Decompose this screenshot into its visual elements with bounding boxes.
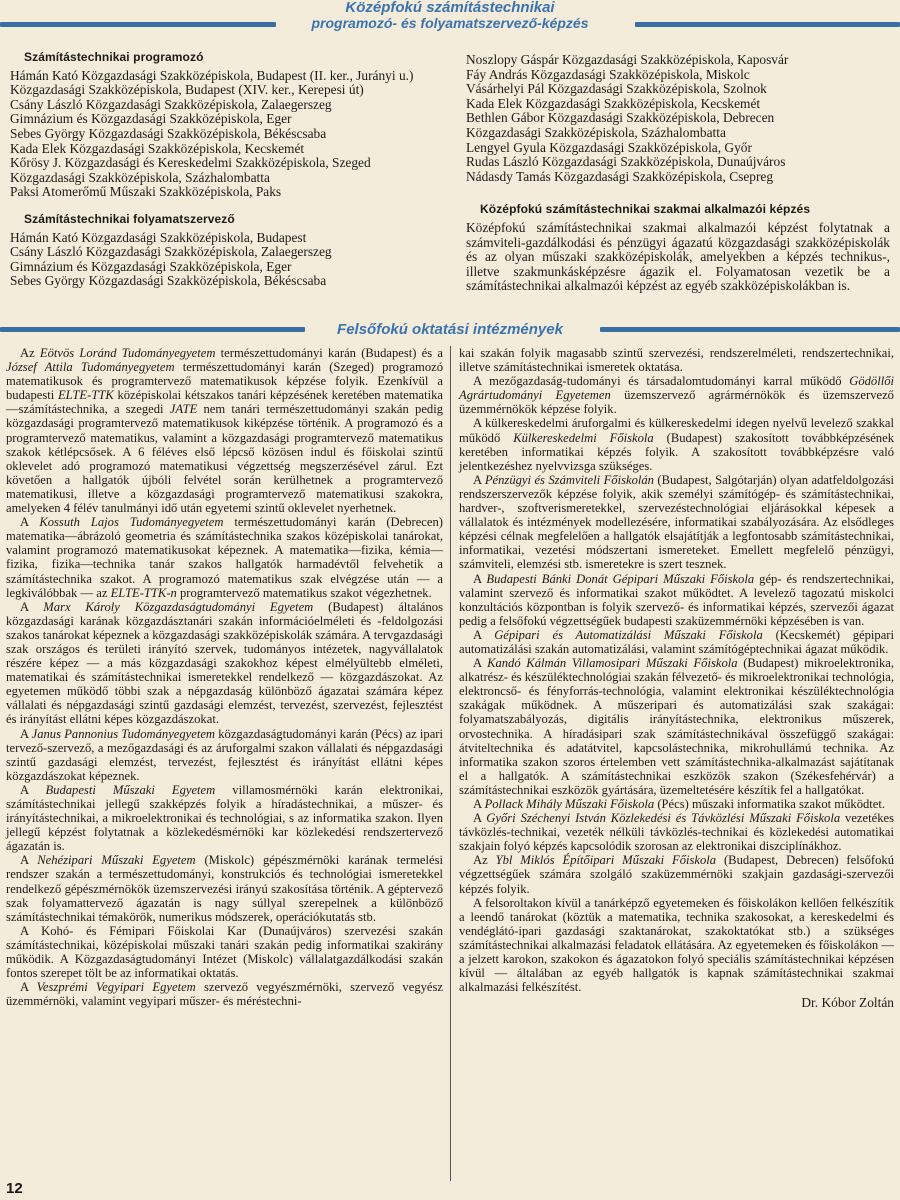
body-paragraph xyxy=(459,473,894,572)
programozo-heading: Számítástechnikai programozó xyxy=(24,50,204,64)
paragraph-text: természettudományi karán (Debrecen) matematika—ábrázoló geometria és számítástechnika szakos középiskolai tanárokat, valamint programozó matematikusokat képeznek. A matematika—fizika, kémia—fizika, fizika—technika tanár szakos hallgatók harmadévtől felvehetik a számítástechnika szakot. A programozó matematikus szak elvégzése után — a legkiválóbbak — az xyxy=(6,515,443,600)
paragraph-text: közgazdaságtudományi karán (Pécs) az ipari tervező-szervező, a mezőgazdasági és az áruforgalmi szakon vállalati és népgazdasági szintű gazdasági elemzést, tervezést, fejlesztést és irányítást ellátni képes közgazdászokat képeznek. xyxy=(6,726,443,783)
institution-name: Marx Károly Közgazdaságtudományi Egyetem xyxy=(43,599,314,614)
alkalmazoi-text: Középfokú számítástechnikai szakmai alkalmazói képzést folytatnak a számviteli-gazdálkodási és pénzügyi ágazatú közgazdasági szakközépiskolák és az olyan műszaki szakközépiskolák, amelyekben a képzés technikus-, illetve szakmunkásképzésre ágazik el. Folyamatosan vezetik be a számítástechnikai alkalmazói képzést az egyéb szakközépiskolákban is. xyxy=(466,219,890,294)
school-list-item: Bethlen Gábor Közgazdasági Szakközépiskola, Debrecen xyxy=(466,110,775,126)
paragraph-text: (Budapest, Salgótarján) olyan adatfeldolgozási rendszerszervezők képzése folyik, akik személyi számítógép- és számítástechnikai, hardver-, szoftverismeretekkel, szervezéstechnológiai eljárásokkal képesek a vállalatok és intézmények modellezésére, informatikai szabályozására. Az elsődleges képzési célnak megfelelően a hallgatók elsajátítják a legfontosabb számítástechnikai, informatikai, vezetési módszertani ismereteket. Emellett megfelelő pénzügyi, számviteli, elemzési stb. ismeretekre is szert tesznek. xyxy=(459,472,894,572)
body-paragraph xyxy=(459,797,894,811)
folyamatszervezo-heading: Számítástechnikai folyamatszervező xyxy=(24,211,235,226)
institution-name: JATE xyxy=(169,402,198,417)
paragraph-text: (Pécs) műszaki informatika szakot működtet. xyxy=(654,797,886,811)
school-list-item: Vásárhelyi Pál Közgazdasági Szakközépiskola, Szolnok xyxy=(466,81,767,97)
paragraph-text: (Miskolc) gépészmérnöki karának termelési rendszer szakán a természettudományi, konstrukciós és technológiai ismeretekkel rendelkező gépészmérnökök üzemszervezési irányú szakosítása történik. A géptervező szak folyamattervező ágazatán is nagy súllyal szerepelnek a különböző számítástechnikai témakörök, numerikus módszerek, operációkutatás stb. xyxy=(6,853,443,924)
top-left-column xyxy=(10,50,450,289)
paragraph-text: A xyxy=(473,656,488,671)
body-paragraph xyxy=(6,515,443,600)
body-paragraph xyxy=(459,416,894,472)
institution-name: Kandó Kálmán Villamosipari Műszaki Főiskola xyxy=(487,656,738,671)
mid-banner-title: Felsőfokú oktatási intézmények xyxy=(337,321,563,338)
body-paragraph xyxy=(459,896,894,995)
page-number: 12 xyxy=(6,1180,23,1197)
paragraph-text: A xyxy=(20,726,32,741)
institution-name: Győri Széchenyi István Közlekedési és Távközlési Műszaki Főiskola xyxy=(486,811,841,826)
body-paragraph xyxy=(459,374,894,416)
paragraph-text: (Kecskemét) gépipari automatizálási szakán automatizálási, valamint számítógéptechnikai ágazat működik. xyxy=(459,627,894,656)
banner-title-line1: Középfokú számítástechnikai xyxy=(345,0,555,16)
paragraph-text: A xyxy=(473,811,487,826)
body-right-paragraphs xyxy=(459,346,894,994)
institution-name: Veszprémi Vegyipari Egyetem xyxy=(36,980,196,995)
school-list-item: Kőrösy J. Közgazdasági és Kereskedelmi Szakközépiskola, Szeged xyxy=(10,155,371,171)
school-list-item: Sebes György Közgazdasági Szakközépiskola, Békéscsaba xyxy=(10,273,327,289)
institution-name: Nehézipari Műszaki Egyetem xyxy=(37,853,196,868)
paragraph-text: természettudományi karán (Szeged) programozó matematikusok és programtervező matematikusok képzése folyik. Ezenkívül a budapesti xyxy=(6,360,444,403)
institution-name: Gödöllői Agrártudományi Egyetemen xyxy=(459,374,894,403)
school-list-item: Nádasdy Tamás Közgazdasági Szakközépiskola, Csepreg xyxy=(466,168,774,184)
school-list-item: Közgazdasági Szakközépiskola, Budapest (XIV. ker., Kerepesi út) xyxy=(10,82,364,98)
alkalmazoi-heading: Középfokú számítástechnikai szakmai alkalmazói képzés xyxy=(480,202,811,217)
paragraph-text: programtervező matematikus szakot végezhetnek. xyxy=(176,585,432,600)
school-list-item: Csány László Közgazdasági Szakközépiskola, Zalaegerszeg xyxy=(10,244,332,260)
body-paragraph xyxy=(459,656,894,797)
paragraph-text: kai szakán folyik magasabb szintű szervezési, rendszerelméleti, rendszertechnikai, illetve számítástechnikai ismeretek oktatása. xyxy=(459,346,894,375)
body-paragraph xyxy=(6,924,443,980)
school-list-item: Csány László Közgazdasági Szakközépiskola, Zalaegerszeg xyxy=(10,96,332,112)
school-list-item: Fáy András Közgazdasági Szakközépiskola, Miskolc xyxy=(466,66,750,82)
paragraph-text: A xyxy=(20,980,37,995)
paragraph-text: szervező vegyészmérnöki, szervező vegyész üzemmérnöki, valamint vegyipari műszer- és méréstechni- xyxy=(6,980,443,1009)
paragraph-text: gép- és rendszertechnikai, valamint szervező és informatikai szakot működtet. A levelező tagozatú miskolci konzultációs központban is folyik szervező- és informatikai képzés, szervezői ágazat pedig a felsőfokú végzettségűek budapesti szaküzemmérnöki képzésében is van. xyxy=(459,571,894,628)
body-paragraph xyxy=(6,346,443,515)
body-paragraph xyxy=(6,980,443,1008)
top-right-column xyxy=(466,53,890,294)
paragraph-text: (Budapest) szakosított továbbképzésének keretében informatikai képzés folyik. A szakosított továbbképzésre való jelentkezéshez nyelvvizsga szükséges. xyxy=(459,430,894,473)
institution-name: ELTE-TTK-n xyxy=(110,585,177,600)
body-paragraph xyxy=(6,600,443,727)
paragraph-text: A xyxy=(20,782,46,797)
institution-name: Pollack Mihály Műszaki Főiskola xyxy=(484,797,655,811)
school-list-item: Gimnázium és Közgazdasági Szakközépiskola, Eger xyxy=(10,111,292,127)
programozo-list xyxy=(10,69,450,200)
body-paragraph xyxy=(6,853,443,923)
institution-name: Külkereskedelmi Főiskola xyxy=(513,430,654,445)
paragraph-text: vezetékes távközlés-technikai, vezeték nélküli távközlés-technikai és közlekedési automatikai szakjain folyó képzés kapcsolódik szorosan az elektronikai diszciplínákhoz. xyxy=(459,811,894,854)
paragraph-text: A xyxy=(20,853,38,868)
paragraph-text: A külkereskedelmi áruforgalmi és külkereskedelmi idegen nyelvű levelező szakkal működő xyxy=(459,416,894,445)
institution-name: Pénzügyi és Számviteli Főiskolán xyxy=(484,472,654,487)
paragraph-text: üzemszervező agrármérnökök és üzemszervező üzemmérnökök képzése folyik. xyxy=(459,388,894,417)
school-list-item: Közgazdasági Szakközépiskola, Százhalombatta xyxy=(466,124,726,140)
paragraph-text: villamosmérnöki karán elektronikai, számítástechnikai jellegű szakképzés folyik a híradástechnikai, a műszer- és irányítástechnikai, a mikroelektronikai és technológiai, s az informatika szakon. Ilyen jellegű képzést folytatnak a közlekedésmérnöki kar közlekedési rendszertervező ágazatán is. xyxy=(6,782,443,854)
body-paragraph xyxy=(459,811,894,853)
paragraph-text: (Budapest) általános közgazdasági karának közgazdásztanári szakán információelméleti és -feldolgozási szakos tanárokat képeznek a közgazdasági szakközépiskolák számára. A tervgazdasági szak országos és területi irányító szervek, tudományos intézetek, nagyvállalatok részére képez — a más közgazdasági szakokhoz képest elmélyültebb elméleti, matematikai és számítástechnikai ismeretekkel rendelkező — közgazdászokat. Az egyetemen működő többi szak a népgazdaság különböző ágazatai számára képez vállalati és népgazdasági szintű gazdasági elemzést, tervezést, szervezést, fejlesztést és irányítást ellátni képes közgazdászokat. xyxy=(6,599,443,727)
body-paragraph xyxy=(459,628,894,656)
folyamatszervezo-list xyxy=(10,231,450,289)
school-list-item: Rudas László Közgazdasági Szakközépiskola, Dunaújváros xyxy=(466,154,786,170)
body-right-column xyxy=(459,346,894,1010)
school-list-item: Hámán Kató Közgazdasági Szakközépiskola, Budapest (II. ker., Jurányi u.) xyxy=(10,67,414,83)
school-list-item: Sebes György Közgazdasági Szakközépiskola, Békéscsaba xyxy=(10,125,327,141)
paragraph-text: A Kohó- és Fémipari Főiskolai Kar (Dunaújváros) szervezési szakán számítástechnikai, középiskolai műszaki tanári szakán pedig informatikai szakirány működik. A Közgazdaságtudományi Intézet (Miskolc) vállalatgazdálkodási szakán fontos szerepet tölt be az informatikai oktatás. xyxy=(6,923,443,981)
body-paragraph xyxy=(459,853,894,895)
paragraph-text: A xyxy=(473,472,485,487)
author-signature: Dr. Kóbor Zoltán xyxy=(801,995,894,1011)
body-left-column xyxy=(6,346,443,1008)
paragraph-text: természettudományi karán (Budapest) és a xyxy=(215,346,443,360)
school-list-item: Paksi Atomerőmű Műszaki Szakközépiskola, Paks xyxy=(10,184,282,200)
paragraph-text: középiskolai kétszakos tanári képzésének keretében matematika—számítástechnika, a szegedi xyxy=(6,388,443,417)
school-list-item: Lengyel Gyula Közgazdasági Szakközépiskola, Győr xyxy=(466,139,752,155)
paragraph-text: A mezőgazdaság-tudományi és társadalomtudományi karral működő xyxy=(473,374,850,389)
school-list-item: Közgazdasági Szakközépiskola, Százhalombatta xyxy=(10,169,270,185)
paragraph-text: A xyxy=(473,571,487,586)
paragraph-text: A xyxy=(473,797,485,811)
paragraph-text: A xyxy=(20,599,44,614)
programozo-list-continued xyxy=(466,53,890,184)
institution-name: Eötvös Loránd Tudományegyetem xyxy=(39,346,216,360)
body-paragraph xyxy=(459,572,894,628)
school-list-item: Kada Elek Közgazdasági Szakközépiskola, Kecskemét xyxy=(466,95,761,111)
top-banner xyxy=(0,0,900,32)
body-paragraph xyxy=(459,346,894,374)
institution-name: Budapesti Műszaki Egyetem xyxy=(45,782,216,797)
paragraph-text: A xyxy=(20,515,40,530)
paragraph-text: (Budapest, Debrecen) felsőfokú végzettségűek számára szolgáló szaküzemmérnöki szakjain gazdasági-szervezői képzés folyik. xyxy=(459,853,894,896)
institution-name: ELTE-TTK xyxy=(57,388,114,403)
school-list-item: Gimnázium és Közgazdasági Szakközépiskola, Eger xyxy=(10,258,292,274)
institution-name: József Attila Tudományegyetem xyxy=(6,360,175,375)
paragraph-text: Az xyxy=(20,346,40,360)
institution-name: Gépipari és Automatizálási Műszaki Főiskola xyxy=(494,627,763,642)
school-list-item: Noszlopy Gáspár Közgazdasági Szakközépiskola, Kaposvár xyxy=(466,52,789,67)
paragraph-text: A felsoroltakon kívül a tanárképző egyetemeken és főiskolákon kellően felkészítik a leendő tanárokat (köztük a matematika, technika szakosokat, a kereskedelmi és vendéglátó-ipari gazdasági szaktanárokat, szakoktatókat stb.) a szükséges számítástechnikai alkalmazási feladatok ellátására. Az egyetemeken és főiskolákon — a jelzett karokon, szakokon és ágazatokon folyó speciális számítástechnikai képzésen kívül — általában az egyéb hallgatók is kapnak számítástechnikai szakmai alkalmazási felkészítést. xyxy=(459,895,894,995)
institution-name: Budapesti Bánki Donát Gépipari Műszaki Főiskola xyxy=(486,571,755,586)
institution-name: Ybl Miklós Építőipari Műszaki Főiskola xyxy=(495,853,717,868)
banner-title-line2: programozó- és folyamatszervező-képzés xyxy=(311,15,589,31)
paragraph-text: nem tanári természettudományi szakán pedig közgazdasági programtervező matematikusok kiképzése történik. A programozó és a programtervező matematikus, valamint a közgazdasági programtervező matematikus szakok kétlépcsősek. A 6 féléves első lépcső közösen indul és főiskolai szintű oklevelet adó programozó matematikusi végzettség megszerzésével zárul. Ezt követően a hallgatók újbóli felvétel során kerülhetnek a programtervező matematikusi, illetve a közgazdasági programtervező matematikusi szakokra, amelyeken 4 félév tanulmányi idő után egyetemi szintű oklevelet nyerhetnek. xyxy=(6,402,444,516)
school-list-item: Kada Elek Közgazdasági Szakközépiskola, Kecskemét xyxy=(10,140,305,156)
institution-name: Kossuth Lajos Tudományegyetem xyxy=(39,515,224,530)
school-list-item: Hámán Kató Közgazdasági Szakközépiskola, Budapest xyxy=(10,229,307,245)
body-paragraph xyxy=(6,783,443,853)
paragraph-text: (Budapest) mikroelektronika, alkatrész- és készüléktechnológiai szakán félvezető- és mikroelektronikai technológia, elektroncső- és fényforrás-technológia, valamint elektronikai készüléktechnológia szakágak működnek. A műszeripari és automatizálási szak szakágai: folyamatszabályozás, digitális irányítástechnika, elektronikus műszerek, orvostechnika. A híradásipari szak számítástechnikával összefüggő szakágai: átviteltechnika és adatátvitel, kapcsolástechnika, mikrohullámú technika. Az informatika szakon szoros értelemben vett számítástechnika-alkalmazást sajátítanak el a hallgatók. A számítástechnikai eszközök szakon (Székesfehérvár) a számítástechnikai eszközök gyártására, üzemeltetésére készítik fel a hallgatókat. xyxy=(459,656,895,797)
institution-name: Janus Pannonius Tudományegyetem xyxy=(31,726,216,741)
body-paragraph xyxy=(6,727,443,783)
paragraph-text: Az xyxy=(473,853,496,868)
column-divider xyxy=(450,346,451,1181)
paragraph-text: A xyxy=(473,627,495,642)
